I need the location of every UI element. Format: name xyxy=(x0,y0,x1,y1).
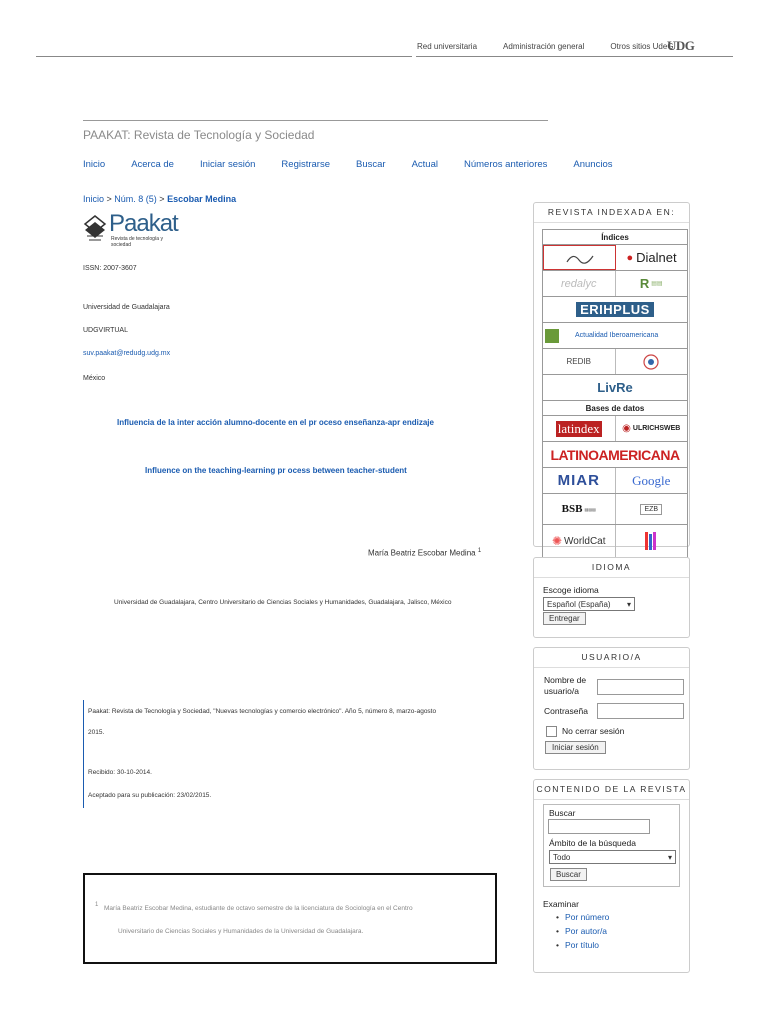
footnote-line1: María Beatriz Escobar Medina, estudiante de octavo semestre de la licenciatura de Sociología en el Centro xyxy=(104,905,413,912)
redib-logo[interactable]: REDIB xyxy=(543,349,616,374)
miar-logo[interactable]: MIAR xyxy=(543,468,616,493)
scope-select[interactable]: Todo ▾ xyxy=(549,850,676,864)
rx-logo[interactable]: R ▤▤ xyxy=(639,276,663,291)
journal-content-block xyxy=(533,779,690,973)
username-label: Nombre de usuario/a xyxy=(544,675,587,696)
article-title-en: Influence on the teaching-learning pr ocess between teacher-student xyxy=(145,466,407,475)
scielo-icon xyxy=(563,250,597,266)
citation-bar xyxy=(83,700,84,808)
search-label: Buscar xyxy=(549,808,576,818)
nav-inicio[interactable]: Inicio xyxy=(83,159,106,170)
breadcrumb-home[interactable]: Inicio xyxy=(83,194,105,204)
indexed-title: REVISTA INDEXADA EN: xyxy=(534,203,689,223)
breadcrumb: Inicio > Núm. 8 (5) > Escobar Medina xyxy=(83,194,237,204)
footnote-mark: 1 xyxy=(95,902,99,908)
browse-by-author[interactable]: • Por autor/a xyxy=(556,926,609,936)
paakat-emblem-icon xyxy=(83,214,107,244)
colorful-logo[interactable] xyxy=(616,525,688,557)
scope-label: Ámbito de la búsqueda xyxy=(549,838,636,848)
password-input[interactable] xyxy=(597,703,684,719)
username-input[interactable] xyxy=(597,679,684,695)
nav-iniciar-sesion[interactable]: Iniciar sesión xyxy=(199,159,256,170)
ezb-logo[interactable]: EZB xyxy=(616,494,688,524)
university: Universidad de Guadalajara xyxy=(83,304,170,311)
footnote-line2: Universitario de Ciencias Sociales y Humanidades de la Universidad de Guadalajara. xyxy=(118,928,364,935)
user-block xyxy=(533,647,690,770)
nav-registrarse[interactable]: Registrarse xyxy=(281,159,330,170)
language-submit-button[interactable]: Entregar xyxy=(543,612,586,625)
scielo-logo[interactable] xyxy=(543,245,616,270)
main-nav xyxy=(83,159,639,170)
google-logo[interactable]: Google xyxy=(632,472,671,488)
breadcrumb-current[interactable]: Escobar Medina xyxy=(167,194,237,204)
issn: ISSN: 2007-3607 xyxy=(83,265,137,272)
chevron-down-icon: ▾ xyxy=(626,599,631,609)
erihplus-logo[interactable]: ERIHPLUS xyxy=(543,297,687,322)
paakat-logo: Paakat Revista de tecnología y sociedad xyxy=(83,210,183,246)
accepted-date: Aceptado para su publicación: 23/02/2015. xyxy=(88,792,212,799)
top-links xyxy=(417,42,674,51)
language-block xyxy=(533,557,690,638)
content-title: CONTENIDO DE LA REVISTA xyxy=(534,780,689,800)
colorful-icon xyxy=(643,530,659,552)
affiliation: Universidad de Guadalajara, Centro Universitario de Ciencias Sociales y Humanidades, Guadalajara, Jalisco, México xyxy=(114,599,452,606)
email-link[interactable]: suv.paakat@redudg.udg.mx xyxy=(83,350,171,357)
author: María Beatriz Escobar Medina $^1$ xyxy=(368,548,482,558)
dialnet-logo[interactable]: ● Dialnet xyxy=(626,250,677,265)
country: México xyxy=(83,375,106,382)
remember-label: No cerrar sesión xyxy=(562,726,625,736)
browse-by-issue[interactable]: • Por número xyxy=(556,912,609,922)
nav-actual[interactable]: Actual xyxy=(411,159,438,170)
actualidad-logo[interactable]: Actualidad Iberoamericana xyxy=(543,323,687,348)
header-divider xyxy=(83,120,548,121)
redalyc-logo[interactable]: redalyc xyxy=(543,271,616,296)
site-title[interactable]: PAAKAT: Revista de Tecnología y Sociedad xyxy=(83,128,315,142)
ulrichsweb-logo[interactable]: ◉ ULRICHSWEB xyxy=(622,423,681,434)
nav-buscar[interactable]: Buscar xyxy=(356,159,386,170)
index-logos-grid xyxy=(542,229,688,558)
seal-logo[interactable] xyxy=(616,349,688,374)
user-title: USUARIO/A xyxy=(534,648,689,668)
top-link-administracion[interactable]: Administración general xyxy=(503,42,585,51)
search-button[interactable]: Buscar xyxy=(550,868,587,881)
search-form xyxy=(543,804,680,887)
received-date: Recibido: 30-10-2014. xyxy=(88,769,152,776)
citation-year: 2015. xyxy=(88,729,105,736)
nav-numeros-anteriores[interactable]: Números anteriores xyxy=(463,159,548,170)
top-link-otros-sitios[interactable]: Otros sitios UdeG xyxy=(610,42,674,51)
language-title: IDIOMA xyxy=(534,558,689,578)
bsb-logo[interactable]: BSB ▤▤▤ xyxy=(543,494,616,524)
browse-list xyxy=(556,912,609,954)
breadcrumb-issue[interactable]: Núm. 8 (5) xyxy=(114,194,157,204)
udg-logo[interactable]: UDG xyxy=(667,38,695,53)
language-label: Escoge idioma xyxy=(543,585,599,595)
nav-acerca-de[interactable]: Acerca de xyxy=(131,159,174,170)
article-title-es: Influencia de la inter acción alumno-docente en el pr oceso enseñanza-apr endizaje xyxy=(117,418,434,427)
top-divider xyxy=(36,56,733,57)
footnote-box xyxy=(83,873,497,964)
remember-checkbox[interactable] xyxy=(546,726,557,737)
nav-anuncios[interactable]: Anuncios xyxy=(573,159,613,170)
citation: Paakat: Revista de Tecnología y Sociedad, "Nuevas tecnologías y comercio electrónico". Año 5, número 8, marzo-agosto xyxy=(88,708,437,715)
browse-label: Examinar xyxy=(543,899,579,909)
browse-by-title[interactable]: • Por título xyxy=(556,940,609,950)
login-button[interactable]: Iniciar sesión xyxy=(545,741,606,754)
password-label: Contraseña xyxy=(544,706,588,716)
udgvirtual: UDGVIRTUAL xyxy=(83,327,128,334)
search-input[interactable] xyxy=(548,819,650,834)
chevron-down-icon: ▾ xyxy=(667,852,672,862)
language-select[interactable]: Español (España) ▾ xyxy=(543,597,635,611)
top-link-red-universitaria[interactable]: Red universitaria xyxy=(417,42,478,51)
livre-logo[interactable]: LivRe xyxy=(597,380,633,395)
worldcat-logo[interactable]: ✺ WorldCat xyxy=(543,525,616,557)
latindex-logo[interactable]: latindex xyxy=(543,416,616,441)
seal-icon xyxy=(642,353,660,371)
latinoamericana-logo[interactable]: LATINOAMERICANA xyxy=(550,446,680,463)
bases-heading: Bases de datos xyxy=(585,403,645,413)
indices-heading: Índices xyxy=(601,232,629,242)
